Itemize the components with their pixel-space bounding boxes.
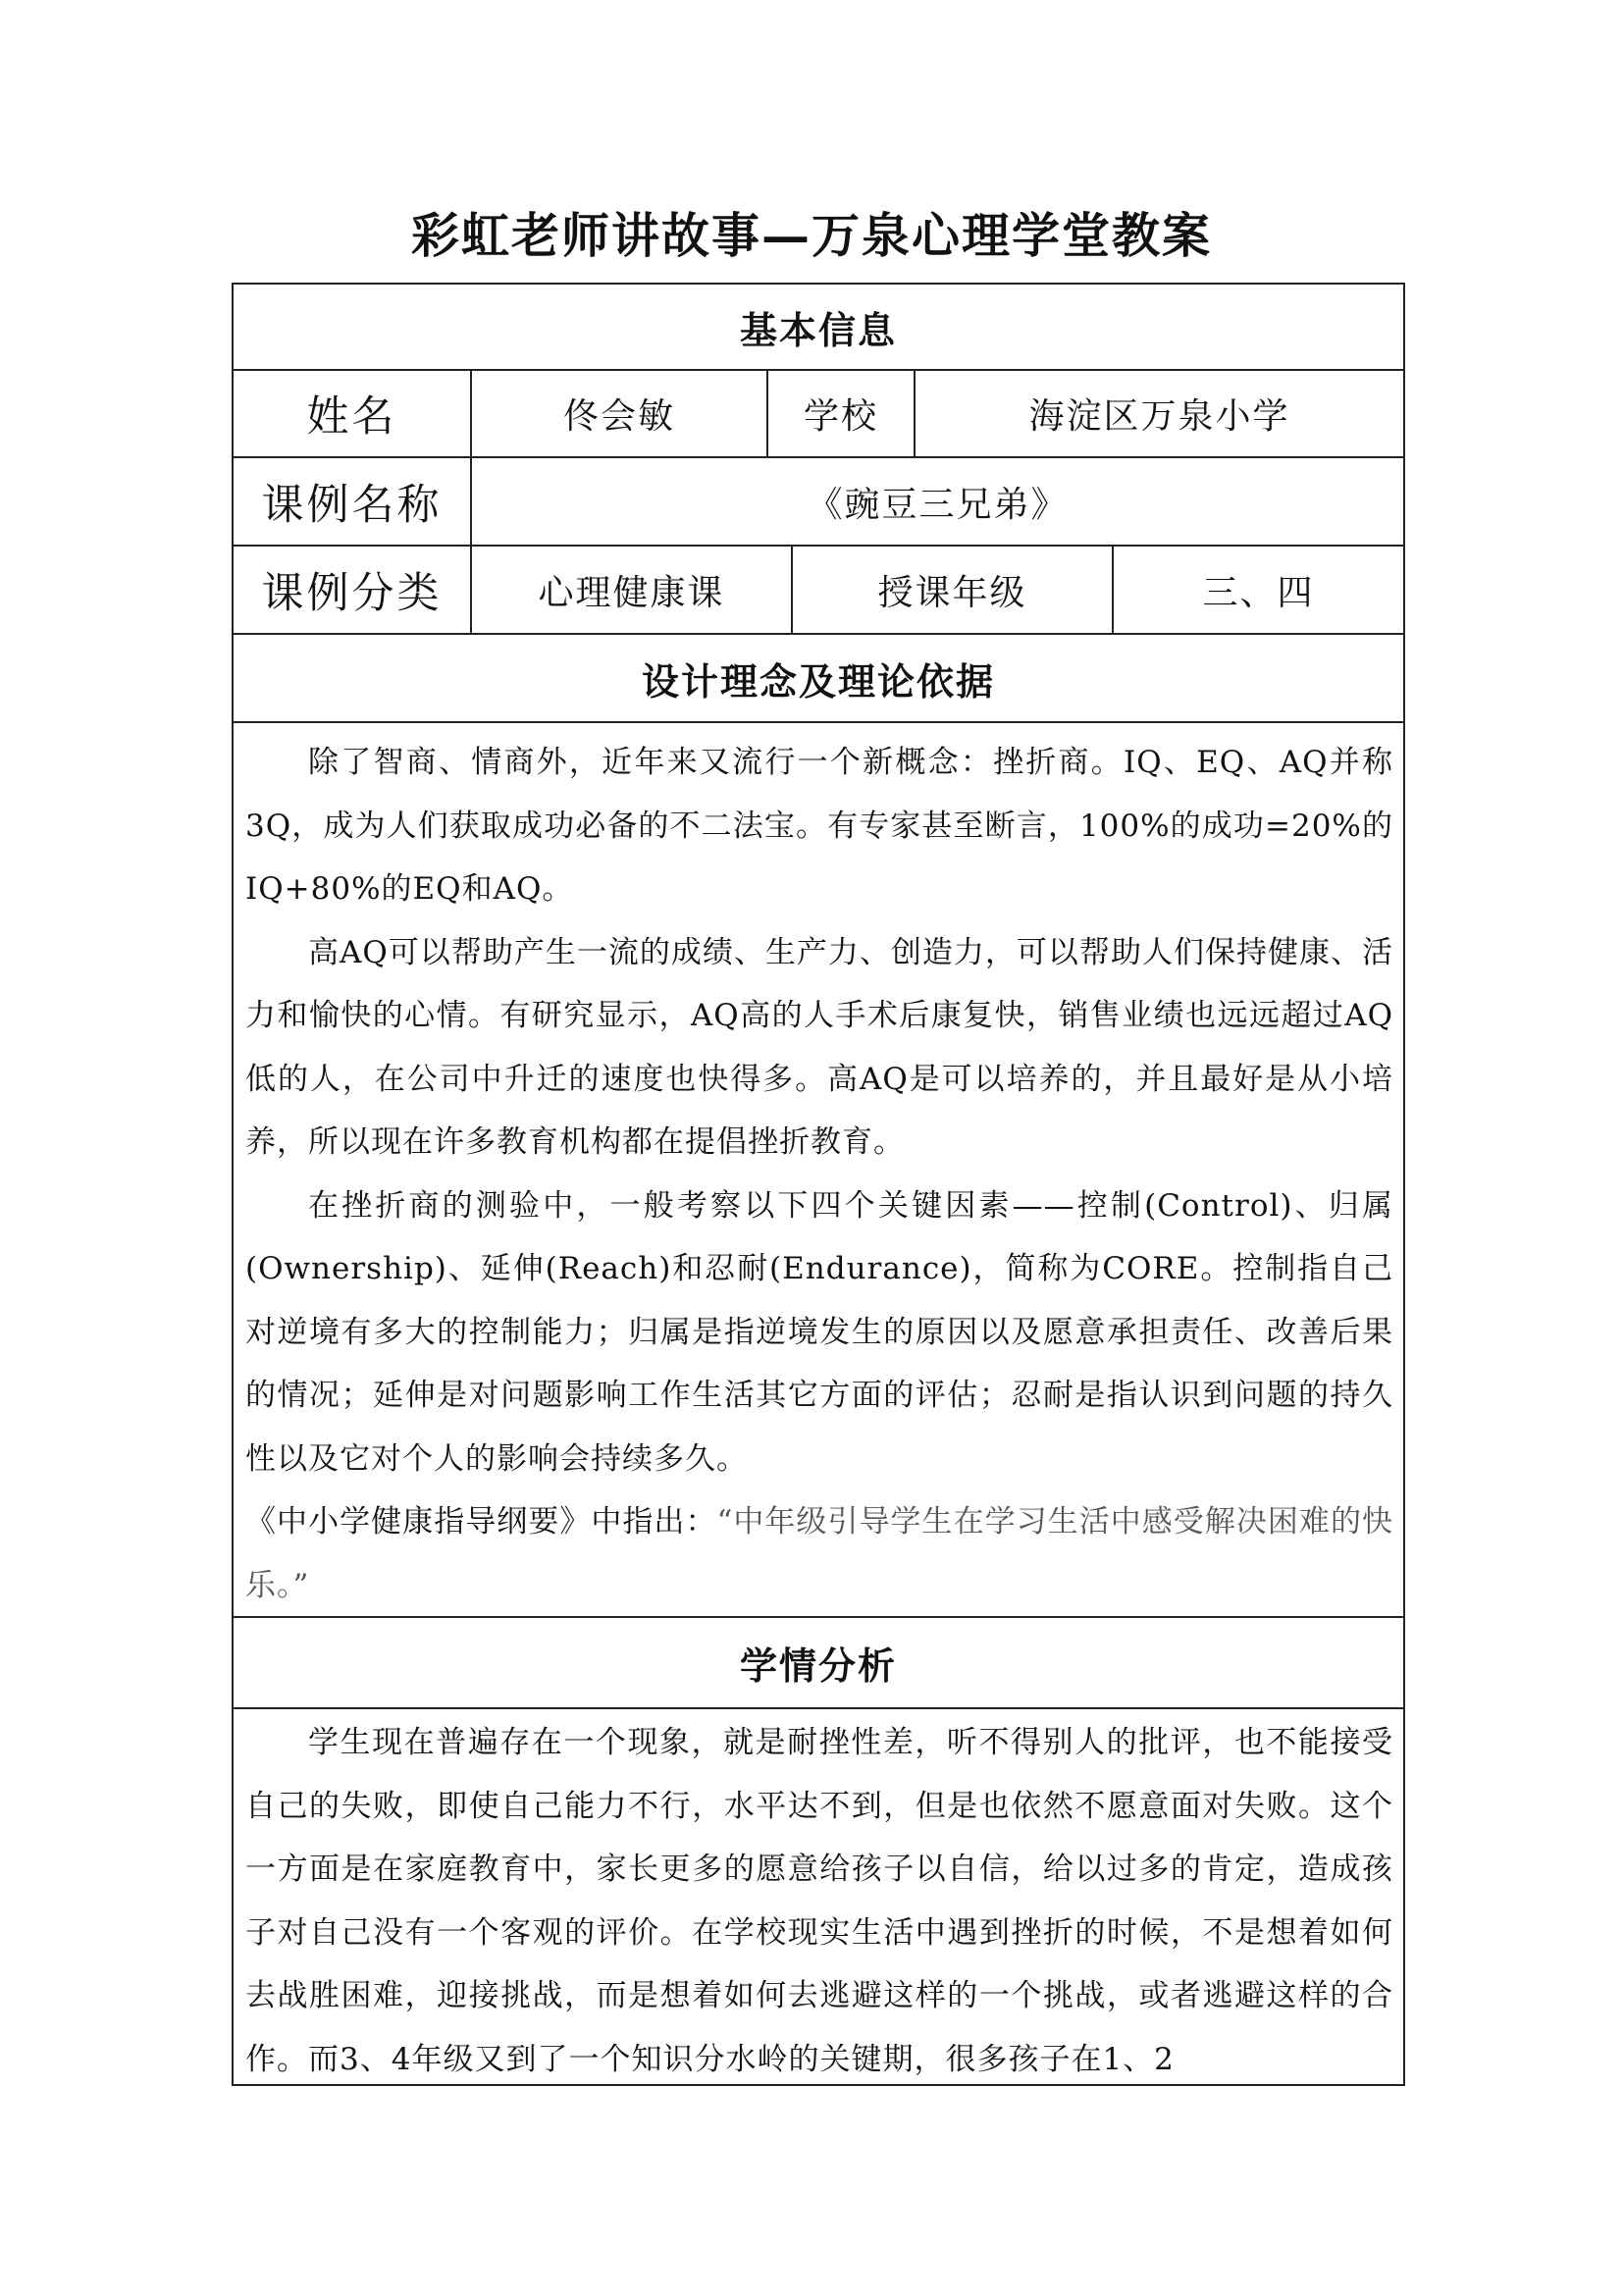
course-type-value: 心理健康课 — [472, 547, 793, 633]
design-body — [245, 731, 1393, 1617]
grade-label: 授课年级 — [793, 547, 1114, 633]
design-header-row — [234, 635, 1403, 723]
guideline-reference: 《中小学健康指导纲要》中指出： — [245, 1504, 717, 1539]
school-label: 学校 — [768, 371, 916, 456]
course-type-label: 课例分类 — [234, 547, 472, 633]
course-name-row — [234, 458, 1403, 547]
course-type-row — [234, 547, 1403, 635]
design-body-row — [234, 723, 1403, 1618]
school-value: 海淀区万泉小学 — [1028, 396, 1290, 437]
name-value: 佟会敏 — [472, 371, 768, 456]
design-paragraph-1: 除了智商、情商外，近年来又流行一个新概念：挫折商。IQ、EQ、AQ并称3Q，成为人们获取成功必备的不二法宝。有专家甚至断言，100%的成功=20%的IQ+80%的EQ和AQ。 — [245, 745, 1393, 907]
analysis-header-row — [234, 1618, 1403, 1709]
basic-info-heading: 基本信息 — [739, 307, 897, 352]
grade-value: 三、四 — [1202, 572, 1315, 613]
analysis-paragraph-1: 学生现在普遍存在一个现象，就是耐挫性差，听不得别人的批评，也不能接受自己的失败，即使自己能力不行，水平达不到，但是也依然不愿意面对失败。这个一方面是在家庭教育中，家长更多的愿意给孩子以自信，给以过多的肯定，造成孩子对自己没有一个客观的评价。在学校现实生活中遇到挫折的时候，不是想着如何去战胜困难，迎接挑战，而是想着如何去逃避这样的一个挑战，或者逃避这样的合作。而3、4年级又到了一个知识分水岭的关键期，很多孩子在1、2 — [245, 1725, 1393, 2077]
guideline-quote: “中年级引导学生在学习生活中感受解决困难的快乐。” — [245, 1504, 1393, 1603]
analysis-body — [245, 1711, 1393, 2084]
basic-info-header-row — [234, 285, 1403, 371]
analysis-heading: 学情分析 — [739, 1644, 897, 1688]
name-label: 姓名 — [234, 371, 472, 456]
course-name-label: 课例名称 — [234, 458, 472, 545]
lesson-plan-table — [232, 283, 1405, 2086]
analysis-body-row — [234, 1709, 1403, 2084]
design-heading: 设计理念及理论依据 — [641, 658, 995, 704]
design-paragraph-2: 高AQ可以帮助产生一流的成绩、生产力、创造力，可以帮助人们保持健康、活力和愉快的心情。有研究显示，AQ高的人手术后康复快，销售业绩也远远超过AQ低的人，在公司中升迁的速度也快得多。高AQ是可以培养的，并且最好是从小培养，所以现在许多教育机构都在提倡挫折教育。 — [245, 934, 1393, 1160]
name-school-row — [234, 371, 1403, 458]
design-paragraph-3: 在挫折商的测验中，一般考察以下四个关键因素——控制(Control)、归属(Ownership)、延伸(Reach)和忍耐(Endurance)，简称为CORE。控制指自己对逆境有多大的控制能力；归属是指逆境发生的原因以及愿意承担责任、改善后果的情况；延伸是对问题影响工作生活其它方面的评估；忍耐是指认识到问题的持久性以及它对个人的影响会持续多久。 — [245, 1187, 1393, 1477]
course-name-value: 《豌豆三兄弟》 — [807, 484, 1069, 525]
page-title: 彩虹老师讲故事—万泉心理学堂教案 — [410, 207, 1212, 264]
design-paragraph-4 — [245, 1490, 1393, 1617]
